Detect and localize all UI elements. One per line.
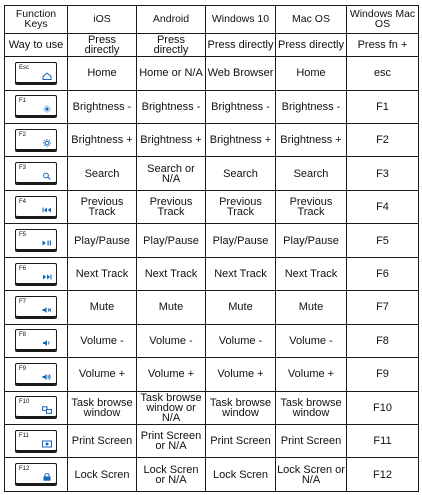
cell-ios: Lock Scren bbox=[68, 458, 137, 492]
cell-ios: Brightness - bbox=[68, 90, 137, 123]
table-row bbox=[5, 291, 419, 324]
way-to-use-windows-10: Press directly bbox=[206, 33, 276, 57]
cell-ios: Next Track bbox=[68, 257, 137, 290]
key-cell bbox=[5, 358, 68, 391]
cell-android: Print Screen or N/A bbox=[137, 424, 206, 457]
cell-windows-10: Volume - bbox=[206, 324, 276, 357]
cell-mac-os: Print Screen bbox=[276, 424, 347, 457]
key-cell bbox=[5, 291, 68, 324]
keycap-esc bbox=[15, 62, 57, 85]
cell-android: Volume + bbox=[137, 358, 206, 391]
key-cell bbox=[5, 391, 68, 424]
cell-android: Brightness - bbox=[137, 90, 206, 123]
cell-ios: Volume - bbox=[68, 324, 137, 357]
play-pause-icon bbox=[42, 239, 52, 247]
table-row bbox=[5, 124, 419, 157]
cell-windows-mac-os: F1 bbox=[347, 90, 419, 123]
cell-mac-os: Previous Track bbox=[276, 190, 347, 223]
cell-windows-10: Web Browser bbox=[206, 57, 276, 90]
key-cell bbox=[5, 224, 68, 257]
cell-windows-mac-os: F9 bbox=[347, 358, 419, 391]
cell-ios: Previous Track bbox=[68, 190, 137, 223]
volume-down-icon bbox=[42, 339, 52, 347]
cell-android: Lock Scren or N/A bbox=[137, 458, 206, 492]
keycap-label: F2 bbox=[19, 131, 27, 138]
way-to-use-windows-mac-os: Press fn + bbox=[347, 33, 419, 57]
cell-mac-os: Next Track bbox=[276, 257, 347, 290]
cell-windows-10: Volume + bbox=[206, 358, 276, 391]
keycap-f1 bbox=[15, 95, 57, 118]
cell-ios: Home bbox=[68, 57, 137, 90]
cell-mac-os: Brightness - bbox=[276, 90, 347, 123]
function-keys-table bbox=[4, 5, 419, 492]
cell-windows-mac-os: F4 bbox=[347, 190, 419, 223]
cell-windows-10: Task browse window bbox=[206, 391, 276, 424]
previous-track-icon bbox=[42, 206, 52, 214]
keycap-label: F6 bbox=[19, 265, 27, 272]
table-row bbox=[5, 57, 419, 90]
keycap-label: F5 bbox=[19, 232, 27, 239]
cell-ios: Brightness + bbox=[68, 124, 137, 157]
cell-windows-10: Lock Scren bbox=[206, 458, 276, 492]
key-cell bbox=[5, 458, 68, 492]
cell-mac-os: Home bbox=[276, 57, 347, 90]
keycap-f7 bbox=[15, 296, 57, 319]
cell-windows-mac-os: F8 bbox=[347, 324, 419, 357]
function-keys-sheet bbox=[4, 5, 418, 492]
mute-icon bbox=[42, 306, 52, 314]
keycap-f6 bbox=[15, 263, 57, 286]
table-row bbox=[5, 391, 419, 424]
table-row bbox=[5, 157, 419, 190]
cell-windows-mac-os: esc bbox=[347, 57, 419, 90]
cell-mac-os: Mute bbox=[276, 291, 347, 324]
header-function-keys: Function Keys bbox=[5, 6, 68, 34]
cell-windows-10: Search bbox=[206, 157, 276, 190]
way-to-use-android: Press directly bbox=[137, 33, 206, 57]
cell-ios: Mute bbox=[68, 291, 137, 324]
key-cell bbox=[5, 190, 68, 223]
table-row bbox=[5, 424, 419, 457]
cell-android: Home or N/A bbox=[137, 57, 206, 90]
cell-android: Previous Track bbox=[137, 190, 206, 223]
keycap-f4 bbox=[15, 196, 57, 219]
key-cell bbox=[5, 90, 68, 123]
cell-windows-mac-os: F10 bbox=[347, 391, 419, 424]
keycap-label: F11 bbox=[19, 432, 29, 439]
cell-mac-os: Brightness + bbox=[276, 124, 347, 157]
table-row bbox=[5, 190, 419, 223]
keycap-label: F1 bbox=[19, 98, 27, 105]
screenshot-icon bbox=[42, 440, 52, 448]
cell-windows-mac-os: F6 bbox=[347, 257, 419, 290]
cell-windows-10: Mute bbox=[206, 291, 276, 324]
cell-windows-mac-os: F2 bbox=[347, 124, 419, 157]
keycap-label: F9 bbox=[19, 365, 27, 372]
cell-mac-os: Volume + bbox=[276, 358, 347, 391]
cell-windows-10: Brightness + bbox=[206, 124, 276, 157]
way-to-use-row bbox=[5, 33, 419, 57]
keycap-f12 bbox=[15, 463, 57, 486]
way-to-use-label: Way to use bbox=[5, 33, 68, 57]
cell-windows-10: Previous Track bbox=[206, 190, 276, 223]
keycap-f2 bbox=[15, 129, 57, 152]
cell-mac-os: Task browse window bbox=[276, 391, 347, 424]
way-to-use-mac-os: Press directly bbox=[276, 33, 347, 57]
keycap-label: F10 bbox=[19, 399, 30, 406]
key-cell bbox=[5, 124, 68, 157]
cell-windows-10: Next Track bbox=[206, 257, 276, 290]
cell-ios: Task browse window bbox=[68, 391, 137, 424]
cell-android: Next Track bbox=[137, 257, 206, 290]
table-row bbox=[5, 257, 419, 290]
cell-windows-10: Play/Pause bbox=[206, 224, 276, 257]
header-ios: iOS bbox=[68, 6, 137, 34]
volume-up-icon bbox=[42, 373, 52, 381]
header-row bbox=[5, 6, 419, 34]
table-row bbox=[5, 458, 419, 492]
table-row bbox=[5, 358, 419, 391]
lock-icon bbox=[42, 473, 52, 481]
task-switch-icon bbox=[42, 406, 52, 414]
keycap-label: Esc bbox=[19, 64, 30, 71]
keycap-label: F12 bbox=[19, 466, 30, 473]
brightness-down-icon bbox=[42, 105, 52, 113]
key-cell bbox=[5, 324, 68, 357]
cell-ios: Print Screen bbox=[68, 424, 137, 457]
keycap-label: F3 bbox=[19, 165, 27, 172]
cell-windows-10: Brightness - bbox=[206, 90, 276, 123]
cell-android: Brightness + bbox=[137, 124, 206, 157]
keycap-f10 bbox=[15, 396, 57, 419]
table-row bbox=[5, 324, 419, 357]
table-row bbox=[5, 90, 419, 123]
next-track-icon bbox=[42, 273, 52, 281]
key-cell bbox=[5, 257, 68, 290]
keycap-f9 bbox=[15, 363, 57, 386]
cell-android: Mute bbox=[137, 291, 206, 324]
cell-android: Search or N/A bbox=[137, 157, 206, 190]
search-icon bbox=[42, 172, 52, 180]
cell-windows-10: Print Screen bbox=[206, 424, 276, 457]
key-cell bbox=[5, 57, 68, 90]
cell-windows-mac-os: F7 bbox=[347, 291, 419, 324]
keycap-f5 bbox=[15, 229, 57, 252]
cell-android: Task browse window or N/A bbox=[137, 391, 206, 424]
cell-android: Play/Pause bbox=[137, 224, 206, 257]
brightness-up-icon bbox=[42, 139, 52, 147]
home-icon bbox=[42, 72, 52, 80]
cell-mac-os: Search bbox=[276, 157, 347, 190]
header-windows-mac-os: Windows Mac OS bbox=[347, 6, 419, 34]
cell-windows-mac-os: F12 bbox=[347, 458, 419, 492]
keycap-f8 bbox=[15, 329, 57, 352]
header-mac-os: Mac OS bbox=[276, 6, 347, 34]
keycap-label: F8 bbox=[19, 332, 27, 339]
cell-mac-os: Volume - bbox=[276, 324, 347, 357]
cell-windows-mac-os: F3 bbox=[347, 157, 419, 190]
cell-mac-os: Lock Scren or N/A bbox=[276, 458, 347, 492]
cell-android: Volume - bbox=[137, 324, 206, 357]
cell-ios: Play/Pause bbox=[68, 224, 137, 257]
table-row bbox=[5, 224, 419, 257]
header-android: Android bbox=[137, 6, 206, 34]
cell-ios: Search bbox=[68, 157, 137, 190]
key-cell bbox=[5, 157, 68, 190]
keycap-f11 bbox=[15, 430, 57, 453]
key-cell bbox=[5, 424, 68, 457]
keycap-f3 bbox=[15, 162, 57, 185]
keycap-label: F4 bbox=[19, 198, 27, 205]
way-to-use-ios: Press directly bbox=[68, 33, 137, 57]
cell-mac-os: Play/Pause bbox=[276, 224, 347, 257]
cell-windows-mac-os: F5 bbox=[347, 224, 419, 257]
cell-windows-mac-os: F11 bbox=[347, 424, 419, 457]
cell-ios: Volume + bbox=[68, 358, 137, 391]
header-windows-10: Windows 10 bbox=[206, 6, 276, 34]
keycap-label: F7 bbox=[19, 298, 27, 305]
